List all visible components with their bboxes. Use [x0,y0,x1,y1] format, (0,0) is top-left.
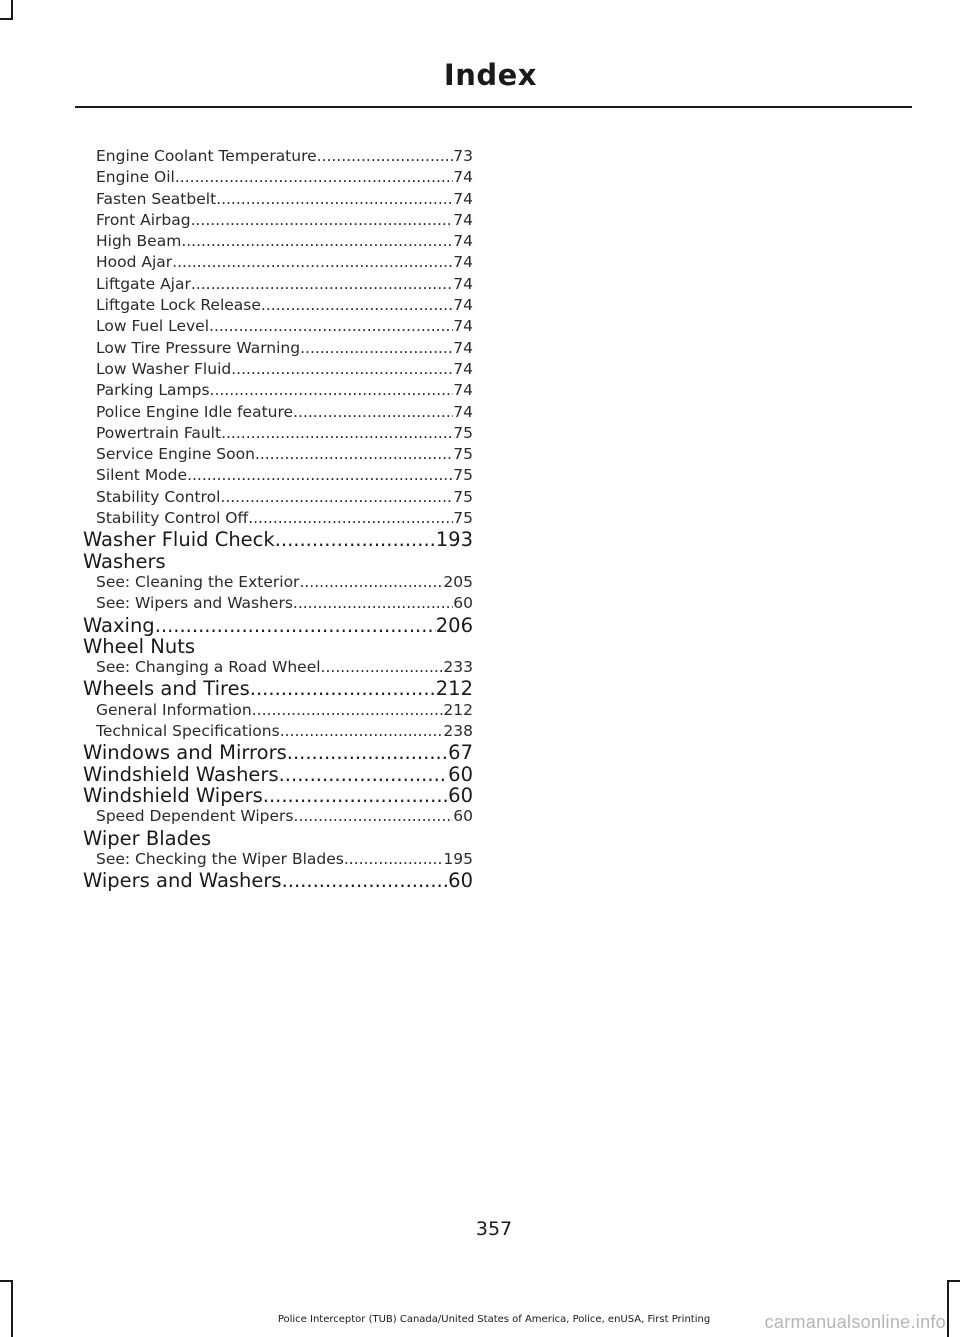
dot-leader [191,274,453,295]
index-subentry[interactable] [83,700,473,721]
index-subentry[interactable] [83,444,473,465]
index-subentry[interactable] [83,167,473,188]
crop-mark-top-left [0,18,13,20]
dot-leader [175,167,453,188]
entry-page-number: 74 [453,317,473,336]
crop-mark-top-left [11,0,13,20]
entry-label: Technical Specifications [96,722,280,741]
entry-page-number: 212 [443,700,473,719]
entry-page-number: 75 [453,423,473,442]
dot-leader [220,487,453,508]
entry-label: Windshield Wipers [83,784,263,807]
entry-page-number: 74 [453,274,473,293]
index-subentry[interactable] [83,465,473,486]
entry-page-number: 238 [443,722,473,741]
entry-label: Liftgate Lock Release [96,296,261,315]
index-subentry[interactable] [83,572,473,593]
dot-leader [279,764,449,785]
footer-text: Police Interceptor (TUB) Canada/United States of America, Police, enUSA, First Printing [277,1314,711,1325]
dot-leader [191,210,454,231]
index-subentry[interactable] [83,508,473,529]
entry-label: Speed Dependent Wipers [96,807,294,826]
index-subentry[interactable] [83,338,473,359]
index-entry[interactable] [83,870,473,891]
entry-page-number: 74 [453,359,473,378]
index-subentry[interactable] [83,231,473,252]
entry-label: Waxing [83,614,155,636]
index-subentry[interactable] [83,423,473,444]
entry-label: Powertrain Fault [96,423,222,442]
header-rule [75,106,912,108]
entry-label: Police Engine Idle feature [96,402,294,421]
dot-leader [287,742,448,763]
entry-page-number: 60 [453,594,473,613]
page-title: Index [443,58,537,92]
entry-label: Fasten Seatbelt [96,189,217,208]
entry-label: Hood Ajar [96,253,173,272]
dot-leader [293,402,453,423]
dot-leader [210,380,454,401]
index-subentry[interactable] [83,380,473,401]
entry-label: Stability Control [96,487,221,506]
entry-label: Stability Control Off [96,509,249,528]
dot-leader [275,529,436,550]
dot-leader [172,252,453,273]
dot-leader [221,423,453,444]
entry-label: Windows and Mirrors [83,742,287,764]
entry-label: See: Cleaning the Exterior [96,572,300,591]
entry-label: Engine Coolant Temperature [96,147,317,165]
index-subentry[interactable] [83,295,473,316]
entry-label: General Information [96,700,252,719]
index-subentry[interactable] [83,316,473,337]
dot-leader [317,146,454,167]
dot-leader [282,870,449,891]
index-subentry[interactable] [83,721,473,742]
index-column [83,146,473,891]
entry-label: Washers [83,550,166,572]
dot-leader [255,444,453,465]
entry-page-number: 75 [453,509,473,528]
entry-label: Wiper Blades [83,827,212,849]
dot-leader [321,657,444,678]
dot-leader [248,508,453,529]
crop-mark-bottom-left [11,1280,13,1337]
index-subentry[interactable] [83,806,473,827]
entry-page-number: 73 [453,147,473,165]
dot-leader [155,615,436,636]
entry-label: See: Wipers and Washers [96,594,293,613]
dot-leader [280,721,444,742]
page-number: 357 [475,1218,513,1240]
entry-page-number: 74 [453,381,473,400]
dot-leader [299,572,443,593]
index-subentry[interactable] [83,487,473,508]
dot-leader [300,338,453,359]
entry-page-number: 206 [435,614,473,636]
index-heading [83,636,473,657]
dot-leader [263,785,448,806]
watermark: carmanualsonline.info [764,1312,946,1332]
entry-page-number: 60 [453,807,473,826]
entry-page-number: 60 [448,784,473,807]
entry-label: Service Engine Soon [96,445,255,464]
index-entry[interactable] [83,678,473,699]
index-subentry[interactable] [83,252,473,273]
entry-page-number: 75 [453,445,473,464]
dot-leader [252,700,444,721]
index-subentry[interactable] [83,146,473,167]
index-subentry[interactable] [83,359,473,380]
entry-page-number: 75 [453,466,473,485]
crop-mark-bottom-right [947,1280,960,1282]
entry-page-number: 75 [453,487,473,506]
index-entry[interactable] [83,764,473,785]
entry-page-number: 212 [435,678,473,700]
entry-page-number: 60 [448,870,473,892]
dot-leader [209,316,453,337]
entry-page-number: 67 [448,742,473,764]
entry-page-number: 74 [453,402,473,421]
index-subentry[interactable] [83,657,473,678]
entry-label: Engine Oil [96,168,175,187]
crop-mark-bottom-right [947,1280,949,1337]
entry-label: Liftgate Ajar [96,274,191,293]
dot-leader [294,806,454,827]
index-subentry[interactable] [83,593,473,614]
dot-leader [187,465,453,486]
dot-leader [181,231,453,252]
index-subentry[interactable] [83,849,473,870]
entry-label: Wheel Nuts [83,635,196,658]
entry-page-number: 74 [453,232,473,251]
dot-leader [293,593,453,614]
entry-label: Silent Mode [96,466,188,485]
index-heading [83,551,473,572]
index-heading [83,828,473,849]
entry-page-number: 74 [453,168,473,187]
entry-page-number: 74 [453,189,473,208]
entry-label: See: Checking the Wiper Blades [96,849,344,868]
dot-leader [344,849,444,870]
index-entry[interactable] [83,785,473,806]
entry-page-number: 233 [443,658,473,677]
index-entry[interactable] [83,529,473,550]
entry-label: Low Fuel Level [96,317,210,336]
entry-page-number: 205 [443,572,473,591]
entry-label: Washer Fluid Check [83,529,275,551]
crop-mark-bottom-left [0,1280,13,1282]
entry-page-number: 74 [453,210,473,229]
dot-leader [231,359,453,380]
index-subentry[interactable] [83,402,473,423]
entry-label: See: Changing a Road Wheel [96,658,321,677]
entry-label: Low Tire Pressure Warning [96,338,301,357]
entry-page-number: 193 [435,529,473,551]
entry-label: Windshield Washers [83,763,279,785]
dot-leader [216,189,453,210]
entry-page-number: 60 [448,763,473,785]
index-subentry[interactable] [83,274,473,295]
index-subentry[interactable] [83,210,473,231]
entry-label: High Beam [96,232,182,251]
index-entry[interactable] [83,742,473,763]
dot-leader [250,678,436,699]
entry-label: Front Airbag [96,210,191,229]
entry-label: Wipers and Washers [83,870,282,892]
entry-label: Low Washer Fluid [96,359,232,378]
entry-page-number: 74 [453,338,473,357]
entry-label: Wheels and Tires [83,678,250,700]
entry-page-number: 74 [453,296,473,315]
entry-page-number: 74 [453,253,473,272]
index-entry[interactable] [83,615,473,636]
entry-label: Parking Lamps [96,381,210,400]
index-subentry[interactable] [83,189,473,210]
entry-page-number: 195 [443,849,473,868]
dot-leader [261,295,453,316]
